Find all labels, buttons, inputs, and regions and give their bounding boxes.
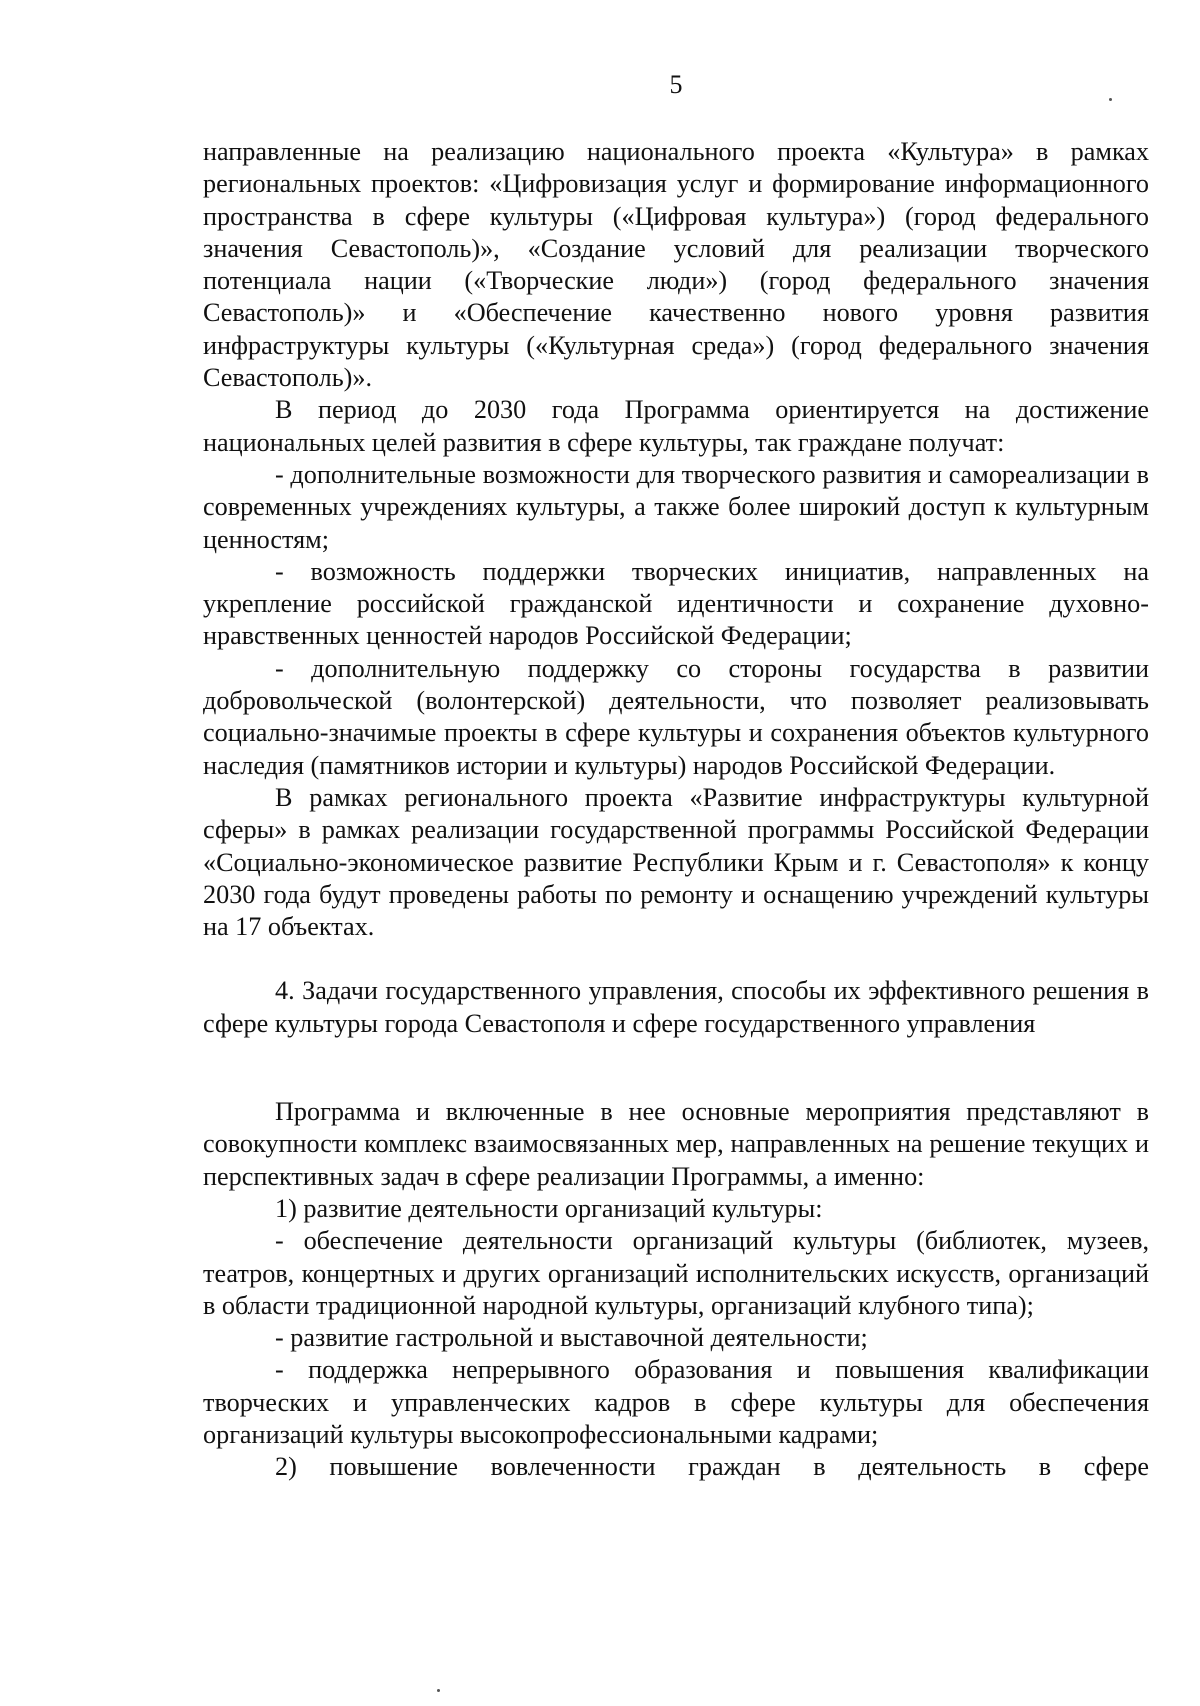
paragraph-regional-project: В рамках регионального проекта «Развитие инфраструктуры культурной сферы» в рамках реализации государственной программы Российской Федерации «Социально-экономическое развитие Республики Крым и г. Севастополя» к концу 2030 года будут проведены работы по ремонту и оснащению учреждений культуры на 17 объектах. bbox=[203, 782, 1149, 942]
section-heading: 4. Задачи государственного управления, способы их эффективного решения в сфере культуры города Севастополя и сфере государственного управления bbox=[203, 976, 1149, 1038]
list-item-creative-initiatives: - возможность поддержки творческих инициатив, направленных на укрепление российской гражданской идентичности и сохранение духовно-нравственных ценностей народов Российской Федерации; bbox=[203, 556, 1149, 651]
sub-item-touring: - развитие гастрольной и выставочной деятельности; bbox=[275, 1323, 868, 1353]
list-item-1: 1) развитие деятельности организаций культуры: bbox=[275, 1193, 823, 1223]
list-item-creative-development: - дополнительные возможности для творческого развития и самореализации в современных учреждениях культуры, а также более широкий доступ к культурным ценностям; bbox=[203, 459, 1149, 554]
paragraph-continuation: направленные на реализацию национального проекта «Культура» в рамках региональных проектов: «Цифровизация услуг и формирование информационного пространства в сфере культуры («Цифровая культура») (город федерального значения Севастополь)», «Создание условий для реализации творческого потенциала нации («Творческие люди») (город федерального значения Севастополь)» и «Обеспечение качественно нового уровня развития инфраструктуры культуры («Культурная среда») (город федерального значения Севастополь)». bbox=[203, 137, 1149, 393]
page-number: 5 bbox=[669, 70, 683, 99]
scan-speck bbox=[1109, 98, 1112, 101]
sub-item-ensuring-activity: - обеспечение деятельности организаций культуры (библиотек, музеев, театров, концертных и других организаций исполнительских искусств, организаций в области традиционной народной культуры, организаций клубного типа); bbox=[203, 1226, 1149, 1320]
paragraph-period-2030: В период до 2030 года Программа ориентируется на достижение национальных целей развития в сфере культуры, так граждане получат: bbox=[203, 395, 1149, 457]
sub-item-education: - поддержка непрерывного образования и повышения квалификации творческих и управленческих кадров в сфере культуры для обеспечения организаций культуры высокопрофессиональными кадрами; bbox=[203, 1355, 1149, 1449]
document-body bbox=[203, 136, 1149, 1484]
scan-speck bbox=[437, 1689, 440, 1692]
list-item-volunteer-support: - дополнительную поддержку со стороны государства в развитии добровольческой (волонтерской) деятельности, что позволяет реализовывать социально-значимые проекты в сфере культуры и сохранения объектов культурного наследия (памятников истории и культуры) народов Российской Федерации. bbox=[203, 653, 1149, 780]
list-item-2: 2) повышение вовлеченности граждан в деятельность в сфере bbox=[275, 1452, 1149, 1482]
paragraph-program-measures: Программа и включенные в нее основные мероприятия представляют в совокупности комплекс взаимосвязанных мер, направленных на решение текущих и перспективных задач в сфере реализации Программы, а именно: bbox=[203, 1097, 1149, 1191]
